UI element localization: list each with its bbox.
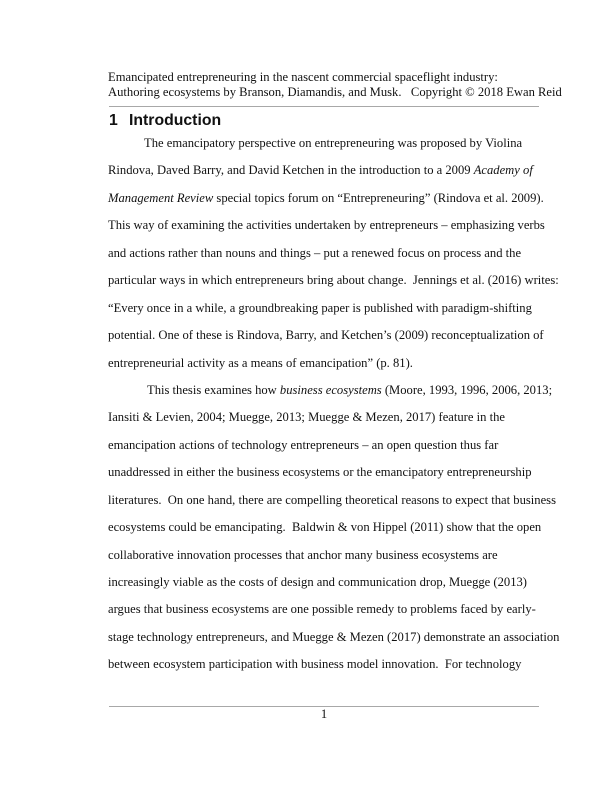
paragraph-1-line: Management Review special topics forum on “Entrepreneuring” (Rindova et al. 2009). [108,190,544,205]
paragraph-2-line: stage technology entrepreneurs, and Muegge & Mezen (2017) demonstrate an association [108,629,560,644]
paragraph-1-line: potential. One of these is Rindova, Barry, and Ketchen’s (2009) reconceptualization of [108,328,544,343]
paragraph-2-line: This thesis examines how business ecosystems (Moore, 1993, 1996, 2006, 2013; [147,382,553,397]
journal-title-italic: Management Review [108,190,214,205]
section-number: 1 [109,112,118,129]
section-title: Introduction [129,112,222,129]
paragraph-1-line: The emancipatory perspective on entrepreneuring was proposed by Violina [144,136,523,150]
header-rule [109,106,539,107]
paragraph-2-line: Iansiti & Levien, 2004; Muegge, 2013; Muegge & Mezen, 2017) feature in the [108,410,505,425]
paragraph-2-line: ecosystems could be emancipating. Baldwin & von Hippel (2011) show that the open [108,520,542,535]
paragraph-1-line: entrepreneurial activity as a means of emancipation” (p. 81). [108,355,413,370]
paragraph-1-line: This way of examining the activities undertaken by entrepreneurs – emphasizing verbs [108,218,545,233]
running-header [108,70,562,100]
journal-title-italic: Academy of [473,163,533,178]
body-text [108,133,560,682]
paragraph-1-line: “Every once in a while, a groundbreaking paper is published with paradigm-shifting [108,300,532,315]
header-title-line-1: Emancipated entrepreneuring in the nascent commercial spaceflight industry: [108,70,498,84]
paragraph-1-line: and actions rather than nouns and things – put a renewed focus on process and the [108,245,522,260]
paragraph-2-line: increasingly viable as the costs of design and communication drop, Muegge (2013) [108,575,527,589]
paragraph-2-line: between ecosystem participation with business model innovation. For technology [108,657,522,672]
paragraph-2-line: argues that business ecosystems are one possible remedy to problems faced by early- [108,602,536,617]
paragraph-2-line: emancipation actions of technology entrepreneurs – an open question thus far [108,437,499,452]
paragraph-1-line: particular ways in which entrepreneurs bring about change. Jennings et al. (2016) writes: [108,273,559,288]
page-number: 1 [320,707,328,721]
paragraph-2-line: literatures. On one hand, there are compelling theoretical reasons to expect that business [108,492,556,507]
term-italic: business ecosystems [279,382,382,397]
section-heading [109,112,221,130]
header-title-line-2: Authoring ecosystems by Branson, Diamandis, and Musk. Copyright © 2018 Ewan Reid [108,85,562,99]
paragraph-2-line: collaborative innovation processes that anchor many business ecosystems are [108,547,498,562]
paragraph-1-line: Rindova, Daved Barry, and David Ketchen in the introduction to a 2009 Academy of [108,163,533,178]
paragraph-2-line: unaddressed in either the business ecosystems or the emancipatory entrepreneurship [108,465,532,480]
